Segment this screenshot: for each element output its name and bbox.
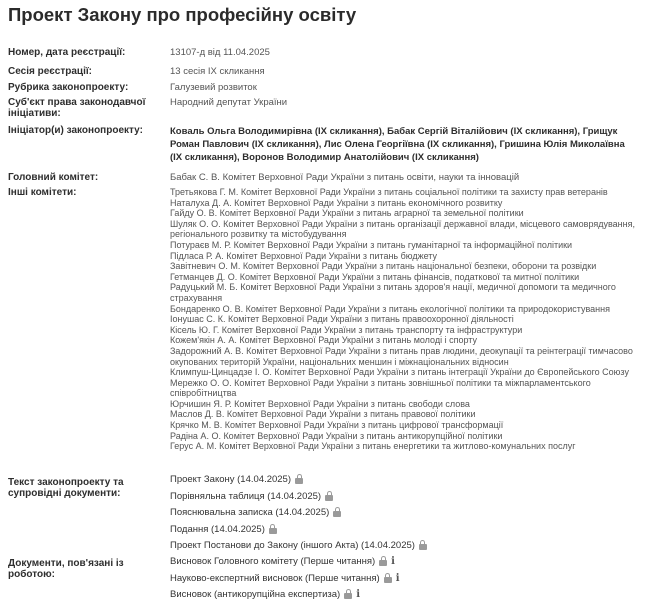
session-value: 13 сесія IX скликання [170, 66, 265, 77]
committee-item: Крячко М. В. Комітет Верховної Ради України з питань цифрової трансформації [170, 420, 504, 431]
info-icon[interactable]: i [391, 556, 395, 568]
document-row [170, 587, 640, 604]
document-link[interactable]: Порівняльна таблиця (14.04.2025) [170, 490, 322, 502]
info-icon[interactable]: i [356, 589, 361, 601]
registration-label: Номер, дата реєстрації: [8, 47, 126, 58]
document-link[interactable]: Висновок Головного комітету (Перше читання) [170, 556, 376, 567]
document-link[interactable]: Проект Закону (14.04.2025) [170, 474, 292, 485]
registration-value: 13107-д від 11.04.2025 [170, 47, 270, 58]
committee-item: Підласа Р. А. Комітет Верховної Ради України з питань бюджету [170, 250, 438, 261]
document-link[interactable]: Подання (14.04.2025) [170, 523, 265, 535]
document-row [170, 571, 640, 588]
subject-value: Народний депутат України [170, 97, 288, 108]
documents-label: Текст законопроекту та супровідні документи: [8, 477, 124, 499]
document-link[interactable]: Пояснювальна записка (14.04.2025) [170, 507, 330, 518]
rubric-label: Рубрика законопроекту: [8, 82, 129, 93]
document-row [170, 472, 640, 489]
other-committees-list [170, 187, 638, 452]
lock-icon [379, 560, 387, 566]
lock-icon [384, 577, 392, 583]
documents-list [170, 472, 640, 555]
document-row [170, 489, 640, 506]
committee-item: Третьякова Г. М. Комітет Верховної Ради України з питань соціальної політики та захисту прав ветеранів [170, 187, 608, 197]
committee-item: Мережко О. О. Комітет Верховної Ради України з питань зовнішньої політики та міжпарламентського співробітництва [170, 377, 591, 399]
committee-item: Завітневич О. М. Комітет Верховної Ради України з питань національної безпеки, оборони та розвідки [170, 261, 597, 272]
initiators-value: Коваль Ольга Володимирівна (IX скликання), Бабак Сергій Віталійович (IX скликання), Грищук Роман Павлович (IX скликання), Лис Олена Георгіївна (IX скликання), Гришина Юлія Миколаївна (IX скликання), Воронов Володимир Анатолійович (IX скликання) [170, 126, 625, 163]
committee-item: Радуцький М. Б. Комітет Верховної Ради України з питань здоров'я нації, медичної допомоги та медичного страхування [170, 282, 616, 303]
subject-label: Суб'єкт права законодавчої ініціативи: [8, 97, 146, 119]
lock-icon [419, 544, 427, 550]
committee-item: Наталуха Д. А. Комітет Верховної Ради України з питань економічного розвитку [170, 197, 503, 208]
rubric-value: Галузевий розвиток [170, 82, 257, 93]
committee-item: Гетманцев Д. О. Комітет Верховної Ради України з питань фінансів, податкової та митної політики [170, 271, 580, 282]
committee-item: Задорожний А. В. Комітет Верховної Ради України з питань прав людини, деокупації та реінтеграції тимчасово окупованих територій України, національних меншин і міжнаціональних відносин [170, 345, 633, 367]
committee-item: Кісель Ю. Г. Комітет Верховної Ради України з питань транспорту та інфраструктури [170, 324, 523, 335]
session-label: Сесія реєстрації: [8, 66, 92, 77]
committee-item: Кожем'якін А. А. Комітет Верховної Ради України з питань молоді і спорту [170, 335, 478, 346]
committee-item: Климпуш-Цинцадзе І. О. Комітет Верховної Ради України з питань інтеграції України до Європейського Союзу [170, 367, 629, 378]
related-documents-label: Документи, пов'язані із роботою: [8, 558, 124, 580]
committee-item: Маслов Д. В. Комітет Верховної Ради України з питань правової політики [170, 409, 476, 420]
document-row [170, 505, 640, 522]
committee-item: Бондаренко О. В. Комітет Верховної Ради України з питань екологічної політики та природокористування [170, 303, 610, 314]
lock-icon [333, 511, 341, 517]
document-row [170, 538, 640, 555]
document-link[interactable]: Висновок (антикорупційна експертиза) [170, 589, 341, 600]
related-documents-list [170, 554, 640, 604]
committee-item: Радіна А. О. Комітет Верховної Ради України з питань антикорупційної політики [170, 430, 503, 441]
committee-item: Потураєв М. Р. Комітет Верховної Ради України з питань гуманітарної та інформаційної політики [170, 239, 573, 250]
document-link[interactable]: Науково-експертний висновок (Перше читання) [170, 572, 380, 584]
lock-icon [344, 593, 352, 599]
committee-item: Юрчишин Я. Р. Комітет Верховної Ради України з питань свободи слова [170, 398, 470, 409]
committee-item: Герус А. М. Комітет Верховної Ради України з питань енергетики та житлово-комунальних послуг [170, 441, 576, 452]
lock-icon [325, 495, 333, 501]
page-title: Проект Закону про професійну освіту [8, 4, 357, 25]
info-icon[interactable]: i [395, 572, 400, 584]
lock-icon [295, 478, 303, 484]
committee-item: Гайду О. В. Комітет Верховної Ради України з питань аграрної та земельної політики [170, 208, 524, 219]
main-committee-label: Головний комітет: [8, 172, 99, 183]
document-row [170, 522, 640, 539]
lock-icon [269, 528, 277, 534]
committee-item: Шуляк О. О. Комітет Верховної Ради України з питань організації державної влади, місцевого самоврядування, регіонального розвитку та містобудування [170, 218, 635, 240]
document-row [170, 554, 640, 571]
document-link[interactable]: Проект Постанови до Закону (іншого Акта) (14.04.2025) [170, 540, 415, 551]
initiators-label: Ініціатор(и) законопроекту: [8, 125, 143, 136]
main-committee-value: Бабак С. В. Комітет Верховної Ради України з питань освіти, науки та інновацій [170, 172, 520, 183]
other-committees-label: Інші комітети: [8, 187, 77, 198]
committee-item: Іонушас С. К. Комітет Верховної Ради України з питань правоохоронної діяльності [170, 314, 514, 325]
